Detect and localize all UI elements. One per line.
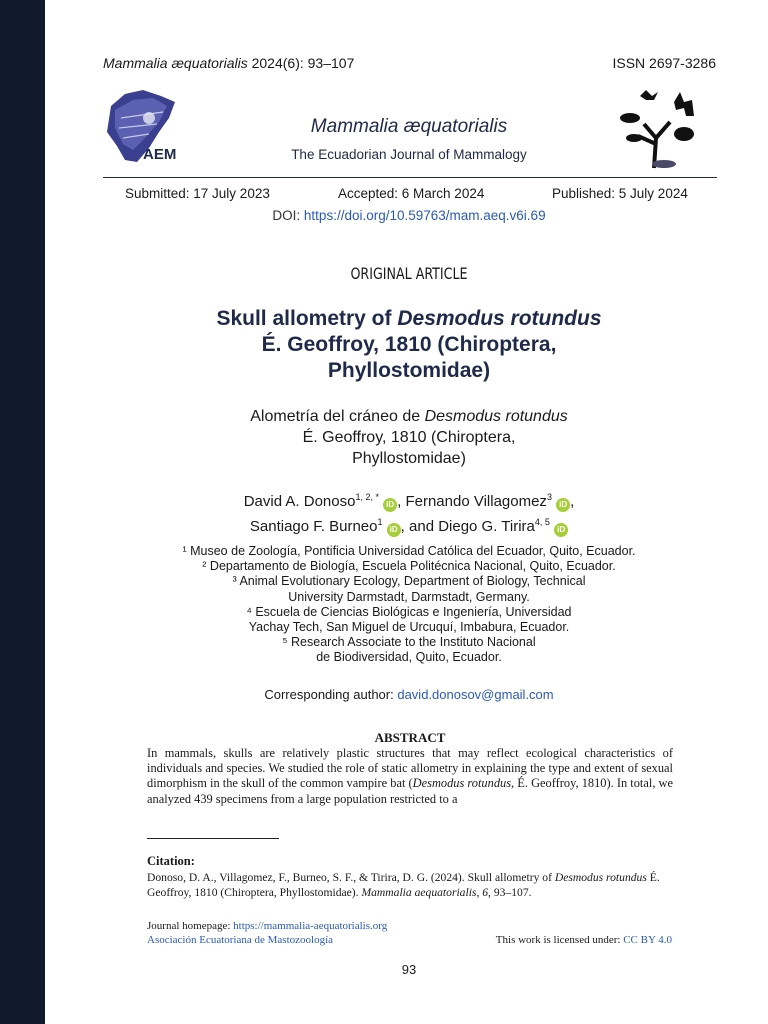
left-sidebar-bar: [0, 0, 45, 1024]
citation-text: Donoso, D. A., Villagomez, F., Burneo, S. F., & Tirira, D. G. (2024). Skull allometry of Desmodus rotundus É. Geoffroy, 1810 (Chiroptera, Phyllostomidae). Mammalia aequatorialis, 6, 93–107.: [147, 871, 660, 899]
author-list: David A. Donoso$^{1, 2, *}$ iD , Fernando Villagomez$^3$ iD , Santiago F. Burneo$^1$ iD , and Diego G. Tirira$^{4, 5}$ iD: [243, 492, 575, 535]
association-link[interactable]: Asociación Ecuatoriana de Mastozoología: [147, 934, 334, 946]
article-type: ORIGINAL ARTICLE: [350, 264, 468, 283]
header-rule: [103, 177, 717, 178]
animal-tree-logo-icon: [614, 88, 704, 170]
submitted-date: Submitted: 17 July 2023: [125, 186, 270, 201]
affiliation-line: ² Departamento de Biología, Escuela Politécnica Nacional, Quito, Ecuador.: [202, 559, 616, 574]
article-subtitle-spanish: Alometría del cráneo de Desmodus rotundus É. Geoffroy, 1810 (Chiroptera, Phyllostomidae): [250, 408, 568, 467]
affiliation-line: ¹ Museo de Zoología, Pontificia Universidad Católica del Ecuador, Quito, Ecuador.: [182, 544, 636, 558]
orcid-icon[interactable]: iD: [556, 498, 570, 512]
citation-heading: Citation:: [147, 854, 195, 868]
affiliation-line: University Darmstadt, Darmstadt, Germany.: [288, 589, 530, 604]
journal-title: Mammalia æquatorialis: [310, 116, 508, 137]
abstract-heading: ABSTRACT: [374, 730, 446, 745]
corresponding-author: Corresponding author: david.donosov@gmail.com: [264, 687, 554, 702]
aem-logo-text: AEM: [143, 146, 177, 163]
footnote-rule: [147, 838, 279, 839]
header-journal-citation: Mammalia æquatorialis 2024(6): 93–107: [103, 55, 355, 71]
orcid-icon[interactable]: iD: [387, 523, 401, 537]
issn: ISSN 2697-3286: [612, 55, 716, 71]
affiliations: [140, 544, 678, 666]
page-number: 93: [401, 962, 417, 977]
homepage-link[interactable]: https://mammalia-aequatorialis.org: [233, 920, 388, 932]
aem-logo-icon: [103, 88, 183, 166]
doi-link[interactable]: https://doi.org/10.59763/mam.aeq.v6i.69: [303, 208, 546, 223]
journal-homepage: Journal homepage: https://mammalia-aequatorialis.org: [147, 920, 388, 932]
affiliation-line: ³ Animal Evolutionary Ecology, Department of Biology, Technical: [232, 574, 586, 589]
orcid-icon[interactable]: iD: [554, 523, 568, 537]
affiliation-line: de Biodiversidad, Quito, Ecuador.: [316, 650, 502, 665]
corresponding-email-link[interactable]: david.donosov@gmail.com: [397, 687, 554, 702]
orcid-icon[interactable]: iD: [383, 498, 397, 512]
affiliation-line: ⁴ Escuela de Ciencias Biológicas e Ingeniería, Universidad: [246, 604, 572, 619]
affiliation-line: Yachay Tech, San Miguel de Urcuquí, Imbabura, Ecuador.: [248, 620, 570, 635]
accepted-date: Accepted: 6 March 2024: [338, 186, 485, 201]
license-note: This work is licensed under: CC BY 4.0: [495, 934, 672, 946]
article-title: Skull allometry of Desmodus rotundus É. Geoffroy, 1810 (Chiroptera, Phyllostomidae): [216, 307, 602, 382]
doi-line: DOI: https://doi.org/10.59763/mam.aeq.v6i.69: [272, 208, 546, 223]
affiliation-line: ⁵ Research Associate to the Instituto Nacional: [282, 635, 536, 650]
license-link[interactable]: CC BY 4.0: [623, 934, 672, 946]
journal-subtitle: The Ecuadorian Journal of Mammalogy: [291, 147, 527, 162]
abstract-text: In mammals, skulls are relatively plastic structures that may reflect ecological characteristics of individuals and species. We studied the role of static allometry in explaining the type and extent of sexual dimorphism in the skull of the common vampire bat (Desmodus rotundus, É. Geoffroy, 1810). In total, we analyzed 439 specimens from a large population restricted to a: [147, 746, 674, 806]
published-date: Published: 5 July 2024: [552, 186, 688, 201]
